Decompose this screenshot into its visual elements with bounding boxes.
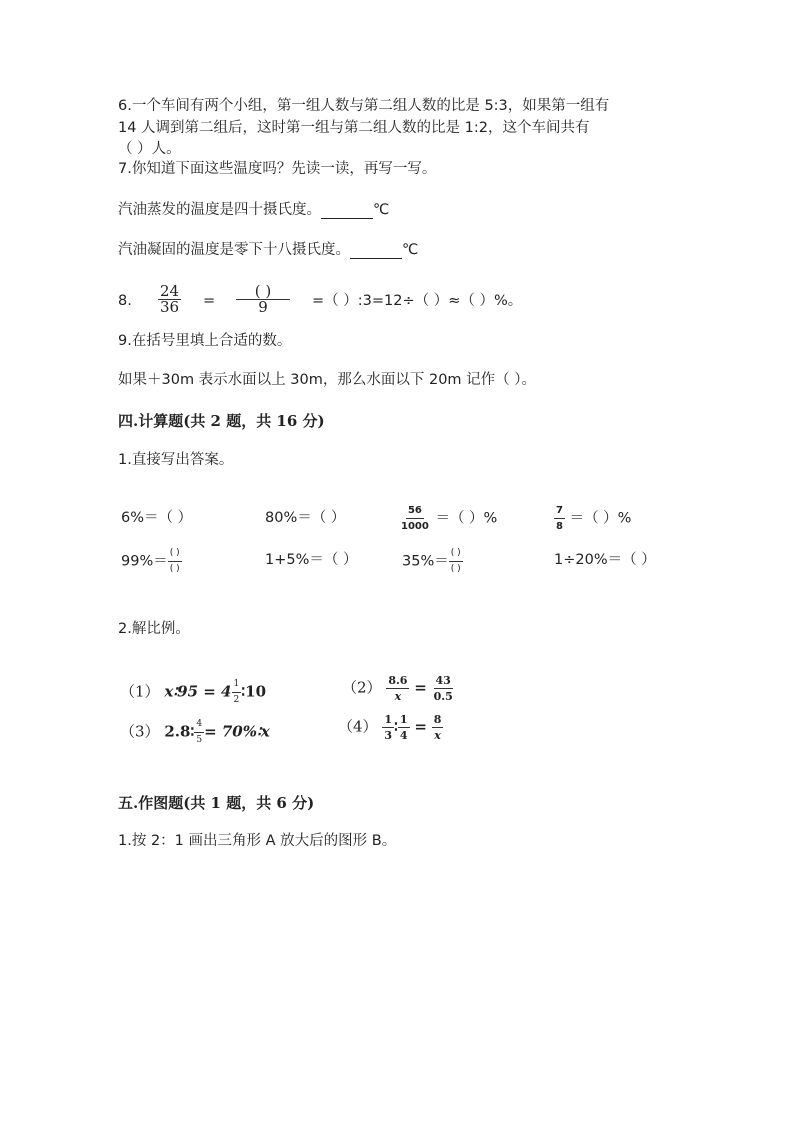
equation-4-eq: = [414, 717, 427, 736]
paren-den: ( ) [450, 564, 461, 574]
celsius-unit: ℃ [373, 202, 390, 218]
section4-p1-title: 1.直接写出答案。 [118, 452, 234, 468]
equation-2-den1: x [394, 690, 402, 703]
answer-blank[interactable] [321, 204, 373, 219]
calc-r2c4: 1÷20%＝（ ） [554, 552, 656, 568]
q8-frac-num: 24 [160, 282, 180, 300]
equation-2 [342, 673, 455, 704]
equation-4-label: （4） [338, 717, 378, 736]
section4-p2-title: 2.解比例。 [118, 621, 190, 637]
q6-line2: 14 人调到第二组后，这时第一组与第二组人数的比是 1:2，这个车间共有 [118, 120, 590, 136]
calc-r1c3-den: 1000 [401, 521, 429, 532]
q6-line3: （ ）人。 [118, 141, 181, 157]
calc-r2c1 [121, 546, 182, 577]
q7-item2 [118, 241, 418, 259]
equation-2-den2: 0.5 [433, 690, 453, 703]
calc-r1c3-num: 56 [406, 503, 424, 519]
calc-r1c2: 80%＝（ ） [265, 510, 346, 526]
equation-2-num2: 43 [435, 674, 451, 687]
q8-label: 8. [118, 293, 132, 309]
equation-2-label: （2） [342, 678, 382, 697]
equation-1-frac-num: 1 [232, 677, 242, 693]
equation-1 [120, 677, 266, 708]
section4-title: 四.计算题(共 2 题，共 16 分) [118, 412, 325, 430]
equation-1-label: （1） [120, 682, 160, 701]
q8-blank-den: 9 [258, 298, 268, 316]
equation-4-den2: 4 [399, 729, 408, 742]
calc-r1c3 [399, 503, 497, 534]
calc-r2c1-text: 99%＝ [121, 553, 168, 570]
equation-3-label: （3） [120, 722, 160, 741]
calc-r1c4-tail: ＝（ ）% [569, 510, 632, 527]
equation-1-left: x∶95 = 4 [164, 682, 232, 701]
equation-2-num1: 8.6 [388, 674, 408, 687]
equation-3-frac-den: 5 [196, 735, 203, 745]
calc-r2c3 [402, 546, 463, 577]
answer-blank[interactable] [350, 244, 402, 259]
q9-title: 9.在括号里填上合适的数。 [118, 333, 292, 349]
q8-blank-num: ( ) [236, 284, 290, 300]
celsius-unit: ℃ [402, 242, 419, 258]
calc-r2c2: 1+5%＝（ ） [265, 552, 358, 568]
paren-den: ( ) [169, 564, 180, 574]
section5-p1: 1.按 2：1 画出三角形 A 放大后的图形 B。 [118, 833, 397, 849]
q6-line1: 6.一个车间有两个小组，第一组人数与第二组人数的比是 5:3，如果第一组有 [118, 98, 610, 114]
equation-1-frac-den: 2 [233, 695, 240, 705]
calc-r1c1: 6%＝（ ） [121, 510, 193, 526]
q8-blank-fraction[interactable] [236, 284, 290, 315]
equation-4-colon: ∶ [393, 717, 398, 736]
equation-3-frac-num: 4 [194, 717, 204, 733]
equation-4-num2: 1 [399, 713, 408, 726]
q8-equals: = [203, 293, 216, 309]
paren-num: ( ) [449, 546, 463, 562]
equation-4-num3: 8 [433, 713, 442, 726]
equation-3-left: 2.8∶ [164, 722, 195, 741]
equation-4 [338, 712, 443, 743]
q7-item1-text: 汽油蒸发的温度是四十摄氏度。 [118, 202, 321, 218]
calc-r1c4-num: 7 [554, 503, 565, 519]
q8-tail: =（ ）:3=12÷（ ）≈（ ）%。 [312, 293, 523, 309]
q8-frac-den: 36 [160, 298, 180, 316]
q8-fraction [158, 284, 181, 315]
equation-4-den3: x [434, 729, 441, 742]
equation-3-right: = 70%∶x [204, 722, 270, 741]
calc-r1c4-den: 8 [556, 521, 563, 532]
q9-text: 如果＋30m 表示水面以上 30m，那么水面以下 20m 记作（ ）。 [118, 372, 537, 388]
equation-3 [120, 717, 270, 748]
section5-title: 五.作图题(共 1 题，共 6 分) [118, 794, 315, 812]
q7-item2-text: 汽油凝固的温度是零下十八摄氏度。 [118, 242, 350, 258]
equation-4-den1: 3 [384, 729, 392, 742]
q7-title: 7.你知道下面这些温度吗？先读一读，再写一写。 [118, 161, 437, 177]
paren-num: ( ) [168, 546, 182, 562]
equation-1-right: ∶10 [241, 682, 267, 701]
equation-4-num1: 1 [384, 713, 392, 726]
q7-item1 [118, 201, 389, 219]
calc-r2c3-text: 35%＝ [402, 553, 449, 570]
calc-r1c4 [554, 503, 631, 534]
calc-r1c3-tail: ＝（ ）% [435, 510, 498, 527]
equation-2-eq: = [414, 678, 427, 697]
